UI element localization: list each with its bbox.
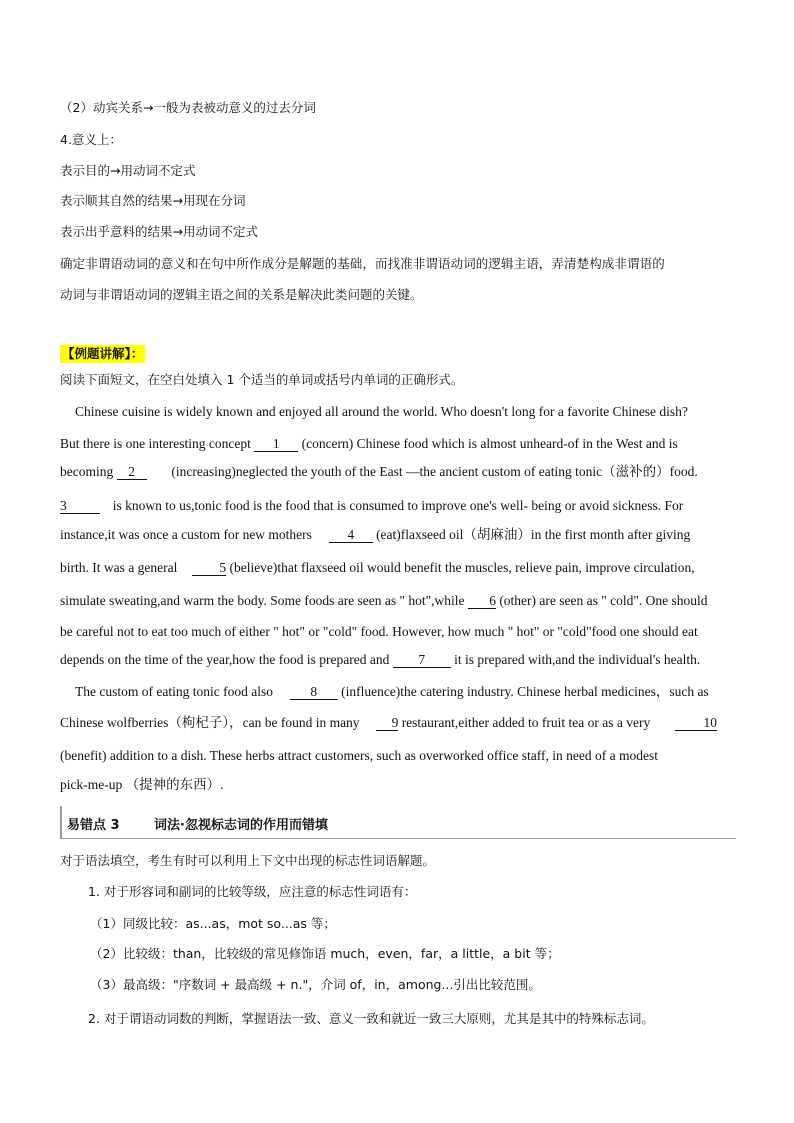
- passage-text: it is prepared with,and the individual's health.: [454, 652, 701, 667]
- rule-text: （2）动宾关系→一般为表被动意义的过去分词: [60, 100, 316, 115]
- blank-9[interactable]: 9: [376, 716, 398, 731]
- passage-line: [60, 652, 740, 668]
- passage-line: [60, 593, 740, 609]
- rule-subitem: （1）同级比较：as...as，mot so...as 等；: [90, 916, 336, 931]
- passage-text: is known to us,tonic food is the food that is consumed to improve one's well- being or avoid sickness. For: [112, 498, 684, 513]
- passage-line: (benefit) addition to a dish. These herbs attract customers, such as overworked office staff, in need of a modest: [60, 748, 658, 763]
- passage-text: But there is one interesting concept: [60, 436, 251, 451]
- passage-text: (believe)that flaxseed oil would benefit the muscles, relieve pain, improve circulation,: [229, 560, 695, 575]
- summary-text: 确定非谓语动词的意义和在句中所作成分是解题的基础，而找准非谓语动词的逻辑主语，弄清楚构成非谓语的: [60, 256, 665, 271]
- passage-text: restaurant,either added to fruit tea or as a very: [401, 715, 651, 730]
- blank-1[interactable]: 1: [254, 437, 298, 452]
- passage-line: [60, 498, 740, 514]
- instruction: 阅读下面短文，在空白处填入 1 个适当的单词或括号内单词的正确形式。: [60, 372, 464, 387]
- rule-item: 1. 对于形容词和副词的比较等级，应注意的标志性词语有：: [88, 884, 417, 899]
- passage-text: becoming: [60, 464, 114, 479]
- passage-line: [60, 560, 740, 576]
- passage-line: [60, 527, 740, 543]
- rule-subitem: （3）最高级："序数词 + 最高级 + n."，介词 of，in，among...引出比较范围。: [90, 977, 541, 992]
- passage-line: Chinese cuisine is widely known and enjoyed all around the world. Who doesn't long for a favorite Chinese dish?: [75, 404, 688, 419]
- passage-text: (other) are seen as " cold". One should: [499, 593, 708, 608]
- rule-intro: 对于语法填空，考生有时可以利用上下文中出现的标志性词语解题。: [60, 853, 436, 868]
- section-label: 易错点 3: [67, 818, 120, 833]
- passage-line: [60, 464, 740, 480]
- blank-2[interactable]: 2: [117, 465, 147, 480]
- blank-10[interactable]: 10: [675, 716, 717, 731]
- passage-line: [60, 436, 740, 452]
- passage-line: [75, 684, 735, 700]
- rule-item: 2. 对于谓语动词数的判断，掌握语法一致、意义一致和就近一致三大原则，尤其是其中的特殊标志词。: [88, 1011, 654, 1026]
- passage-text: (eat)flaxseed oil（胡麻油）in the first month after giving: [376, 527, 691, 542]
- passage-text: birth. It was a general: [60, 560, 178, 575]
- rule-subitem: （2）比较级：than，比较级的常见修饰语 much，even，far，a little，a bit 等；: [90, 946, 560, 961]
- passage-text: simulate sweating,and warm the body. Some foods are seen as " hot",while: [60, 593, 465, 608]
- passage-text: depends on the time of the year,how the food is prepared and: [60, 652, 390, 667]
- passage-text: The custom of eating tonic food also: [75, 684, 273, 699]
- blank-4[interactable]: 4: [329, 528, 373, 543]
- rule-text: 表示目的→用动词不定式: [60, 163, 196, 178]
- blank-6[interactable]: 6: [468, 594, 496, 609]
- passage-text: instance,it was once a custom for new mothers: [60, 527, 312, 542]
- blank-8[interactable]: 8: [290, 685, 338, 700]
- passage-text: (increasing)neglected the youth of the East —the ancient custom of eating tonic（滋补的）food.: [171, 464, 698, 479]
- rule-text: 表示顺其自然的结果→用现在分词: [60, 193, 246, 208]
- passage-text: (concern) Chinese food which is almost unheard-of in the West and is: [301, 436, 678, 451]
- passage-text: (influence)the catering industry. Chinese herbal medicines，such as: [341, 684, 709, 699]
- section-title: 词法·忽视标志词的作用而错填: [154, 818, 328, 833]
- rule-heading: 4.意义上：: [60, 132, 122, 147]
- blank-7[interactable]: 7: [393, 653, 451, 668]
- passage-line: pick-me-up （提神的东西）.: [60, 777, 224, 792]
- passage-line: be careful not to eat too much of either " hot" or "cold" food. However, how much " hot" or "cold"food one should eat: [60, 624, 698, 639]
- passage-line: [60, 715, 740, 731]
- passage-text: Chinese wolfberries（枸杞子），can be found in many: [60, 715, 360, 730]
- blank-5[interactable]: 5: [192, 561, 226, 576]
- blank-3[interactable]: 3: [60, 499, 100, 514]
- summary-text: 动词与非谓语动词的逻辑主语之间的关系是解决此类问题的关键。: [60, 287, 423, 302]
- section-header: [60, 806, 736, 839]
- rule-text: 表示出乎意料的结果→用动词不定式: [60, 224, 258, 239]
- example-tag: 【例题讲解】：: [62, 346, 144, 361]
